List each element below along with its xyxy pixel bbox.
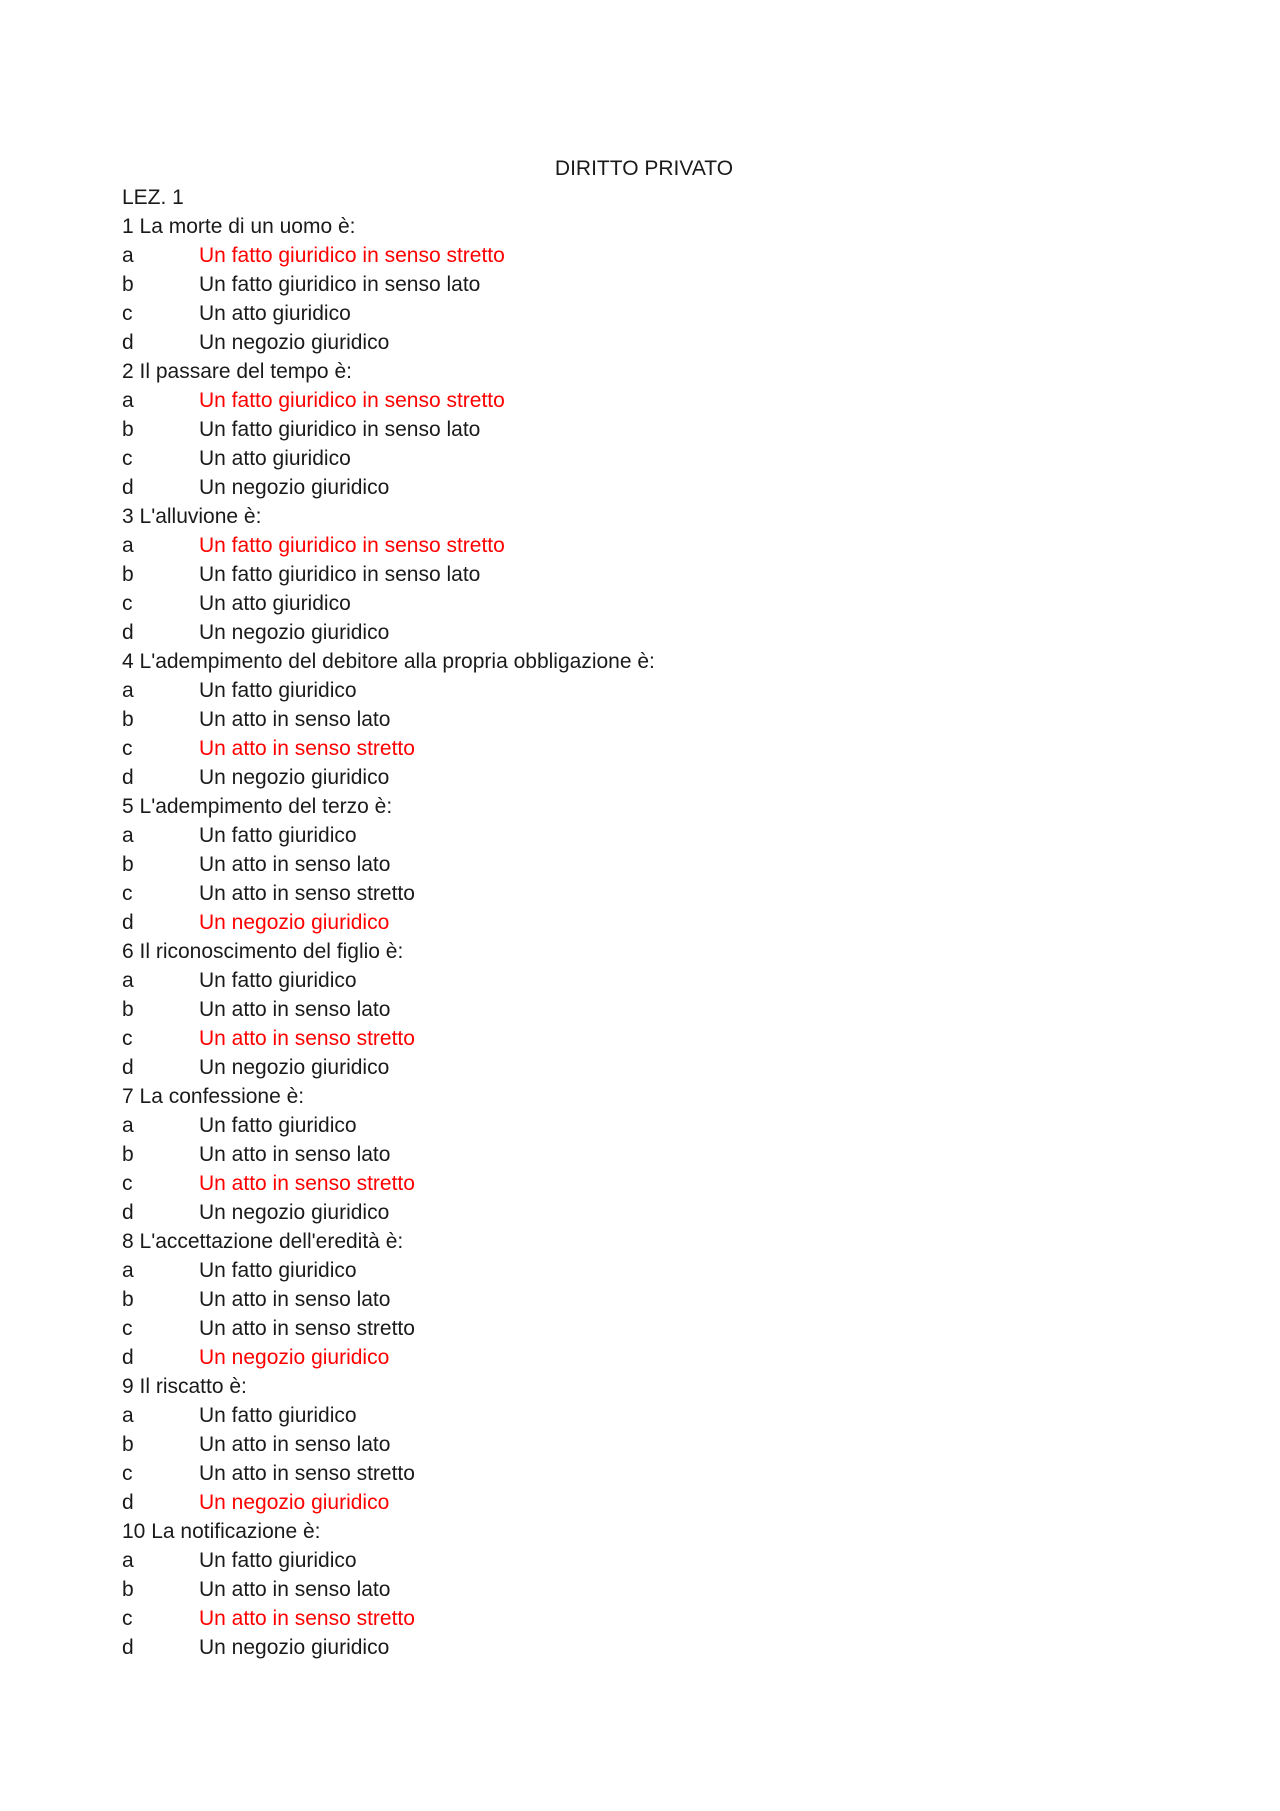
option-text: Un atto in senso lato: [199, 708, 391, 731]
answer-option: [122, 821, 1162, 850]
option-letter: b: [122, 1288, 134, 1311]
option-text: Un negozio giuridico: [199, 766, 390, 789]
option-letter: d: [122, 476, 134, 499]
question-text: 7 La confessione è:: [122, 1085, 305, 1108]
question-block: [122, 792, 1162, 937]
document-body: [122, 183, 1162, 1662]
answer-option: [122, 415, 1162, 444]
option-letter: b: [122, 1143, 134, 1166]
option-text: Un atto in senso lato: [199, 1433, 391, 1456]
option-text: Un fatto giuridico in senso lato: [199, 418, 481, 441]
question-text: 6 Il riconoscimento del figlio è:: [122, 940, 404, 963]
option-letter: a: [122, 1404, 134, 1427]
option-letter: a: [122, 1114, 134, 1137]
option-letter: d: [122, 331, 134, 354]
answer-option: [122, 589, 1162, 618]
answer-option-correct: [122, 1488, 1162, 1517]
option-text: Un atto in senso stretto: [199, 1607, 415, 1630]
option-text: Un atto in senso stretto: [199, 882, 415, 905]
answer-option: [122, 763, 1162, 792]
answer-option-correct: [122, 1604, 1162, 1633]
option-letter: c: [122, 592, 133, 615]
question-block: [122, 357, 1162, 502]
answer-option-correct: [122, 1343, 1162, 1372]
option-letter: b: [122, 853, 134, 876]
question-block: [122, 212, 1162, 357]
option-text: Un fatto giuridico: [199, 679, 357, 702]
question-text: 2 Il passare del tempo è:: [122, 360, 352, 383]
answer-option-correct: [122, 1169, 1162, 1198]
answer-option: [122, 328, 1162, 357]
answer-option-correct: [122, 908, 1162, 937]
answer-option: [122, 966, 1162, 995]
option-letter: c: [122, 1462, 133, 1485]
option-letter: a: [122, 534, 134, 557]
option-letter: d: [122, 1056, 134, 1079]
option-text: Un fatto giuridico: [199, 1549, 357, 1572]
answer-option-correct: [122, 531, 1162, 560]
option-letter: a: [122, 244, 134, 267]
option-letter: c: [122, 882, 133, 905]
option-letter: a: [122, 1549, 134, 1572]
answer-option: [122, 618, 1162, 647]
option-text: Un fatto giuridico: [199, 824, 357, 847]
answer-option-correct: [122, 241, 1162, 270]
option-letter: c: [122, 1317, 133, 1340]
option-text: Un negozio giuridico: [199, 1201, 390, 1224]
option-letter: d: [122, 1491, 134, 1514]
option-text: Un atto in senso lato: [199, 1288, 391, 1311]
option-letter: b: [122, 1433, 134, 1456]
answer-option-correct: [122, 734, 1162, 763]
option-letter: a: [122, 679, 134, 702]
question-text: 3 L'alluvione è:: [122, 505, 262, 528]
answer-option: [122, 705, 1162, 734]
option-text: Un negozio giuridico: [199, 621, 390, 644]
answer-option: [122, 1401, 1162, 1430]
option-text: Un atto in senso stretto: [199, 1317, 415, 1340]
option-letter: b: [122, 563, 134, 586]
option-text: Un fatto giuridico in senso lato: [199, 273, 481, 296]
option-text: Un fatto giuridico: [199, 1259, 357, 1282]
answer-option: [122, 560, 1162, 589]
option-letter: d: [122, 766, 134, 789]
answer-option: [122, 1198, 1162, 1227]
answer-option: [122, 1314, 1162, 1343]
option-text: Un fatto giuridico in senso stretto: [199, 534, 505, 557]
option-text: Un atto in senso stretto: [199, 1027, 415, 1050]
answer-option: [122, 1140, 1162, 1169]
option-text: Un atto in senso lato: [199, 1143, 391, 1166]
option-text: Un atto giuridico: [199, 447, 351, 470]
option-letter: d: [122, 1201, 134, 1224]
question-block: [122, 502, 1162, 647]
option-letter: a: [122, 1259, 134, 1282]
question-text: 9 Il riscatto è:: [122, 1375, 247, 1398]
document-title: DIRITTO PRIVATO: [554, 157, 734, 180]
option-text: Un fatto giuridico in senso stretto: [199, 244, 505, 267]
option-text: Un atto in senso lato: [199, 853, 391, 876]
option-text: Un atto in senso lato: [199, 998, 391, 1021]
answer-option: [122, 850, 1162, 879]
option-text: Un fatto giuridico in senso stretto: [199, 389, 505, 412]
option-letter: b: [122, 273, 134, 296]
option-text: Un atto in senso stretto: [199, 737, 415, 760]
option-letter: b: [122, 998, 134, 1021]
answer-option: [122, 1546, 1162, 1575]
answer-option: [122, 444, 1162, 473]
question-text: 10 La notificazione è:: [122, 1520, 321, 1543]
option-letter: c: [122, 302, 133, 325]
question-text: 8 L'accettazione dell'eredità è:: [122, 1230, 404, 1253]
question-block: [122, 647, 1162, 792]
option-letter: c: [122, 1172, 133, 1195]
option-text: Un fatto giuridico: [199, 1114, 357, 1137]
answer-option: [122, 1111, 1162, 1140]
option-letter: a: [122, 389, 134, 412]
option-letter: c: [122, 1027, 133, 1050]
question-block: [122, 1372, 1162, 1517]
option-letter: a: [122, 969, 134, 992]
question-block: [122, 937, 1162, 1082]
answer-option: [122, 1285, 1162, 1314]
option-text: Un atto giuridico: [199, 302, 351, 325]
lesson-heading: LEZ. 1: [122, 186, 184, 209]
option-letter: d: [122, 1346, 134, 1369]
answer-option: [122, 1430, 1162, 1459]
answer-option: [122, 473, 1162, 502]
question-block: [122, 1517, 1162, 1662]
answer-option: [122, 879, 1162, 908]
option-text: Un negozio giuridico: [199, 476, 390, 499]
option-text: Un negozio giuridico: [199, 331, 390, 354]
option-letter: d: [122, 1636, 134, 1659]
option-text: Un atto giuridico: [199, 592, 351, 615]
option-text: Un negozio giuridico: [199, 1056, 390, 1079]
question-text: 4 L'adempimento del debitore alla propria obbligazione è:: [122, 650, 655, 673]
option-letter: c: [122, 737, 133, 760]
option-text: Un fatto giuridico: [199, 969, 357, 992]
option-letter: c: [122, 1607, 133, 1630]
answer-option: [122, 1053, 1162, 1082]
option-letter: c: [122, 447, 133, 470]
option-text: Un negozio giuridico: [199, 1491, 390, 1514]
option-text: Un atto in senso stretto: [199, 1172, 415, 1195]
answer-option: [122, 1459, 1162, 1488]
option-text: Un negozio giuridico: [199, 911, 390, 934]
option-letter: b: [122, 1578, 134, 1601]
option-text: Un atto in senso stretto: [199, 1462, 415, 1485]
question-text: 5 L'adempimento del terzo è:: [122, 795, 393, 818]
question-text: 1 La morte di un uomo è:: [122, 215, 356, 238]
option-letter: b: [122, 418, 134, 441]
answer-option: [122, 1575, 1162, 1604]
option-text: Un fatto giuridico: [199, 1404, 357, 1427]
option-text: Un negozio giuridico: [199, 1636, 390, 1659]
answer-option: [122, 1633, 1162, 1662]
question-block: [122, 1082, 1162, 1227]
answer-option: [122, 270, 1162, 299]
option-letter: d: [122, 911, 134, 934]
question-list: [122, 212, 1162, 1662]
answer-option: [122, 995, 1162, 1024]
answer-option-correct: [122, 1024, 1162, 1053]
answer-option: [122, 676, 1162, 705]
option-letter: d: [122, 621, 134, 644]
option-letter: b: [122, 708, 134, 731]
answer-option-correct: [122, 386, 1162, 415]
question-block: [122, 1227, 1162, 1372]
option-text: Un atto in senso lato: [199, 1578, 391, 1601]
option-text: Un negozio giuridico: [199, 1346, 390, 1369]
option-text: Un fatto giuridico in senso lato: [199, 563, 481, 586]
answer-option: [122, 299, 1162, 328]
option-letter: a: [122, 824, 134, 847]
answer-option: [122, 1256, 1162, 1285]
